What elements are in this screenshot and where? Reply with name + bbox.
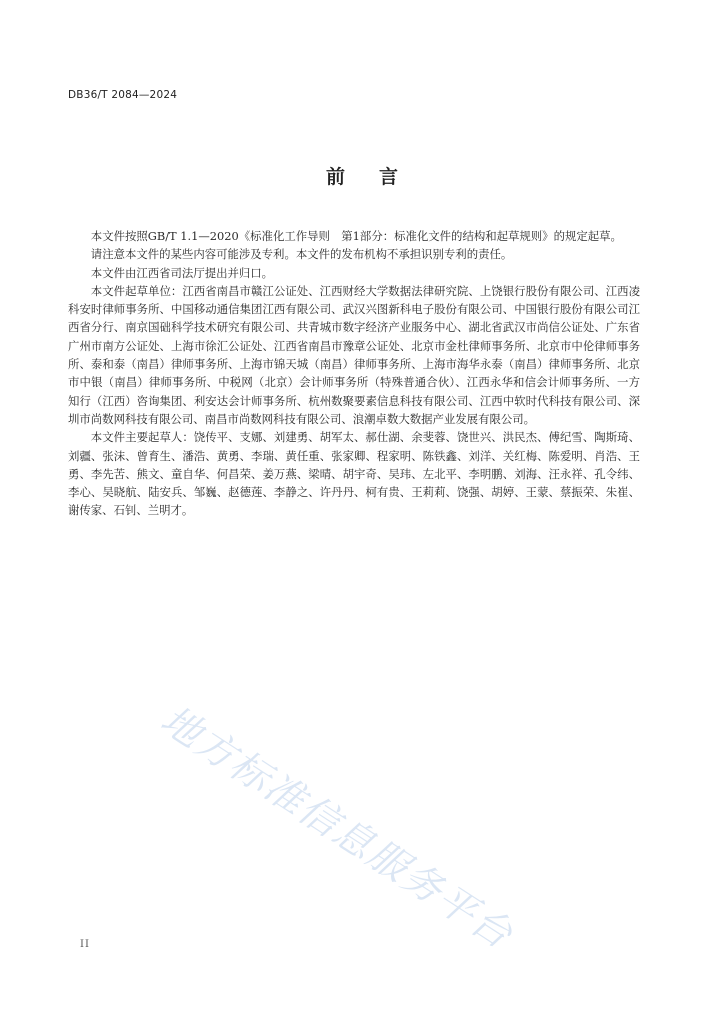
page-title <box>0 162 724 189</box>
document-code: DB36/T 2084—2024 <box>68 89 178 101</box>
watermark-text: 地方标准信息服务平台 <box>152 697 521 959</box>
foreword-body <box>68 227 640 520</box>
paragraph-patent-notice: 请注意本文件的某些内容可能涉及专利。本文件的发布机构不承担识别专利的责任。 <box>90 247 513 262</box>
paragraph-drafting-units: 本文件起草单位：江西省南昌市赣江公证处、江西财经大学数据法律研究院、上饶银行股份有限公司、江西凌科安时律师事务所、中国移动通信集团江西有限公司、武汉兴图新科电子股份有限公司、中国银行股份有限公司江西省分行、南京国础科学技术研究有限公司、共青城市数字经济产业服务中心、湖北省武汉市尚信公证处、广东省广州市南方公证处、上海市徐汇公证处、江西省南昌市豫章公证处、北京市金杜律师事务所、北京市中伦律师事务所、泰和泰（南昌）律师事务所、上海市锦天城（南昌）律师事务所、上海市海华永泰（南昌）律师事务所、北京市中银（南昌）律师事务所、中税网（北京）会计师事务所（特殊普通合伙）、江西永华和信会计师事务所、一方知行（江西）咨询集团、利安达会计师事务所、杭州数聚要素信息科技有限公司、江西中软时代科技有限公司、深圳市尚数网科技有限公司、南昌市尚数网科技有限公司、浪潮卓数大数据产业发展有限公司。 <box>68 283 640 426</box>
paragraph-drafters: 本文件主要起草人：饶传平、支娜、刘建勇、胡军太、郝仕湖、余斐蓉、饶世兴、洪民杰、傅纪雪、陶斯琦、刘疆、张沫、曾育生、潘浩、黄勇、李瑞、黄任重、张家卿、程家明、陈铁鑫、刘洋、关红梅、陈爱明、肖浩、王勇、李先苦、熊文、童自华、何昌荣、姜万燕、梁晴、胡宇奇、吴玮、左北平、李明鹏、刘海、汪永祥、孔令纬、李心、吴晓航、陆安兵、邹巍、赵德莲、李静之、许丹丹、柯有贵、王莉莉、饶强、胡婷、王蒙、蔡振荣、朱崔、谢传家、石钊、兰明才。 <box>68 430 640 518</box>
paragraph-proposer: 本文件由江西省司法厅提出并归口。 <box>90 265 274 280</box>
page-number: II <box>80 939 90 950</box>
title-char-1: 前 <box>325 166 345 188</box>
title-char-2: 言 <box>379 166 399 188</box>
paragraph-drafting-rules: 本文件按照GB/T 1.1—2020《标准化工作导则 第1部分：标准化文件的结构和起草规则》的规定起草。 <box>90 229 622 243</box>
